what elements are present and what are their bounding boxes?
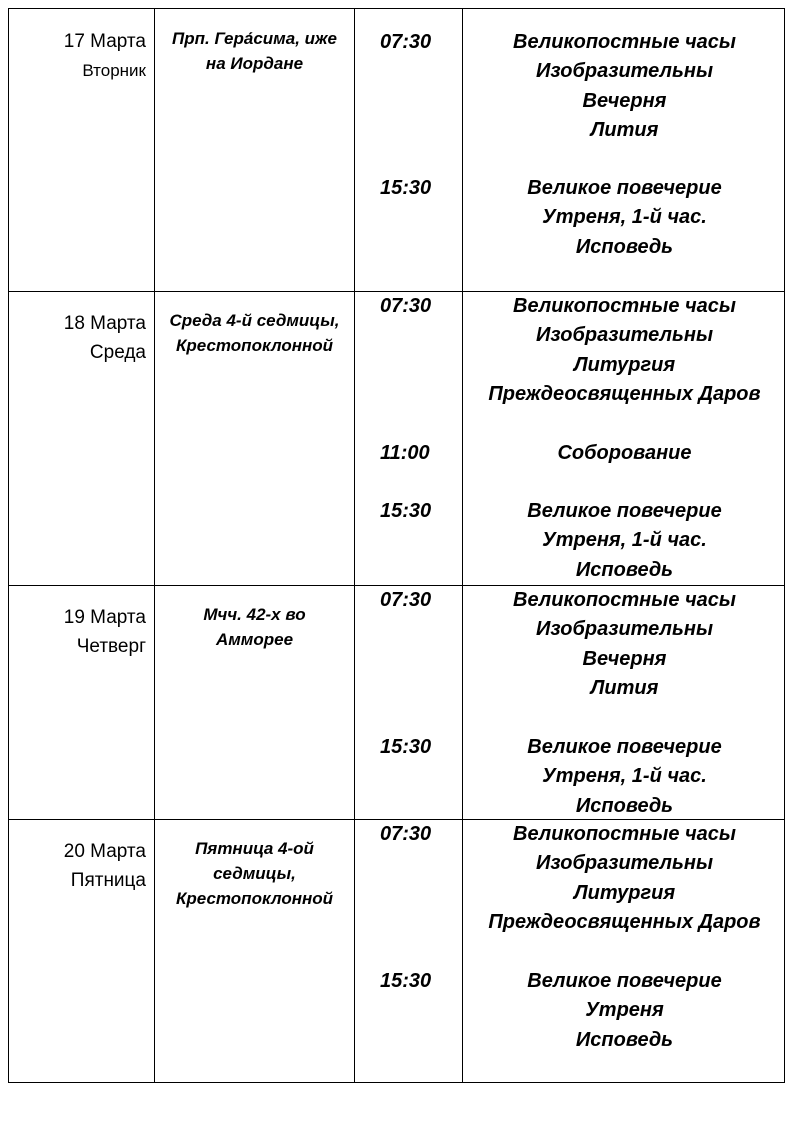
- feast-cell: [155, 819, 354, 1082]
- feast-line: седмицы,: [213, 864, 296, 883]
- services-cell: [463, 9, 786, 291]
- day-date: 18 Марта: [63, 313, 146, 334]
- feast-line: Крестопоклонной: [175, 889, 334, 908]
- day-weekday: Вторник: [82, 61, 146, 80]
- feast-line: Среда 4-й седмицы,: [169, 311, 340, 330]
- service-line: Великое повечерие: [527, 177, 722, 199]
- service-time: 15:30: [380, 500, 432, 522]
- service-line: Исповедь: [575, 794, 674, 817]
- times-cell: [355, 585, 462, 819]
- services-cell: [463, 819, 786, 1082]
- service-line: Утреня: [585, 999, 664, 1022]
- feast-cell: [155, 585, 354, 819]
- feast-line: Амморее: [215, 630, 294, 649]
- service-line: Изобразительны: [535, 852, 714, 875]
- service-line: Преждеосвященных Даров: [488, 382, 761, 405]
- feast-cell: [155, 9, 354, 291]
- service-line: Великое повечерие: [527, 736, 722, 758]
- service-line: Великое повечерие: [527, 500, 722, 522]
- times-cell: [355, 291, 462, 585]
- day-date: 19 Марта: [63, 607, 146, 628]
- service-line: Исповедь: [575, 1028, 674, 1051]
- feast-cell: [155, 291, 354, 585]
- day-weekday: Среда: [89, 342, 146, 363]
- service-line: Изобразительны: [535, 324, 714, 347]
- service-block: [463, 174, 786, 262]
- feast-line: на Иордане: [205, 54, 304, 73]
- services-cell: [463, 585, 786, 819]
- day-date-cell: [9, 291, 154, 585]
- service-block: [463, 497, 786, 585]
- feast-line: Прп. Гера́сима, иже: [172, 29, 337, 48]
- day-date: 20 Марта: [63, 841, 146, 862]
- services-cell: [463, 291, 786, 585]
- service-block: [463, 439, 786, 468]
- service-time: 15:30: [380, 177, 432, 199]
- service-line: Великопостные часы: [513, 295, 736, 317]
- service-line: Лития: [590, 118, 659, 141]
- service-line: Преждеосвященных Даров: [488, 910, 761, 933]
- day-date-cell: [9, 819, 154, 1082]
- day-date-cell: [9, 585, 154, 819]
- service-block: [463, 292, 786, 409]
- feast-line: Крестопоклонной: [175, 336, 334, 355]
- service-line: Изобразительны: [535, 618, 714, 641]
- service-line: Соборование: [557, 442, 692, 464]
- service-block: [463, 820, 786, 937]
- service-line: Изобразительны: [535, 60, 714, 83]
- service-line: Великопостные часы: [513, 823, 736, 845]
- service-block: [463, 586, 786, 703]
- day-weekday: Пятница: [70, 870, 146, 891]
- service-line: Лития: [590, 676, 659, 699]
- service-time: 11:00: [380, 442, 430, 464]
- service-time: 15:30: [380, 736, 432, 758]
- times-cell: [355, 9, 462, 291]
- service-line: Великопостные часы: [513, 589, 736, 611]
- service-line: Литургия: [573, 353, 676, 376]
- times-cell: [355, 819, 462, 1082]
- service-line: Исповедь: [575, 235, 674, 258]
- service-line: Утреня, 1-й час.: [542, 529, 707, 552]
- service-line: Великопостные часы: [513, 31, 736, 53]
- service-block: [463, 28, 786, 145]
- service-time: 07:30: [380, 589, 432, 611]
- service-block: [463, 967, 786, 1055]
- service-time: 07:30: [380, 295, 432, 317]
- service-line: Вечерня: [582, 89, 667, 112]
- service-line: Утреня, 1-й час.: [542, 765, 707, 788]
- feast-line: Мчч. 42-х во: [203, 605, 306, 624]
- day-date: 17 Марта: [63, 31, 146, 52]
- service-block: [463, 733, 786, 821]
- schedule-table: [8, 8, 785, 1083]
- service-line: Литургия: [573, 881, 676, 904]
- service-line: Великое повечерие: [527, 970, 722, 992]
- day-weekday: Четверг: [76, 636, 146, 657]
- service-line: Вечерня: [582, 647, 667, 670]
- feast-line: Пятница 4-ой: [195, 839, 314, 858]
- service-line: Исповедь: [575, 558, 674, 581]
- day-date-cell: [9, 9, 154, 291]
- service-time: 15:30: [380, 970, 432, 992]
- service-time: 07:30: [380, 823, 432, 845]
- service-line: Утреня, 1-й час.: [542, 206, 707, 229]
- service-time: 07:30: [380, 31, 432, 53]
